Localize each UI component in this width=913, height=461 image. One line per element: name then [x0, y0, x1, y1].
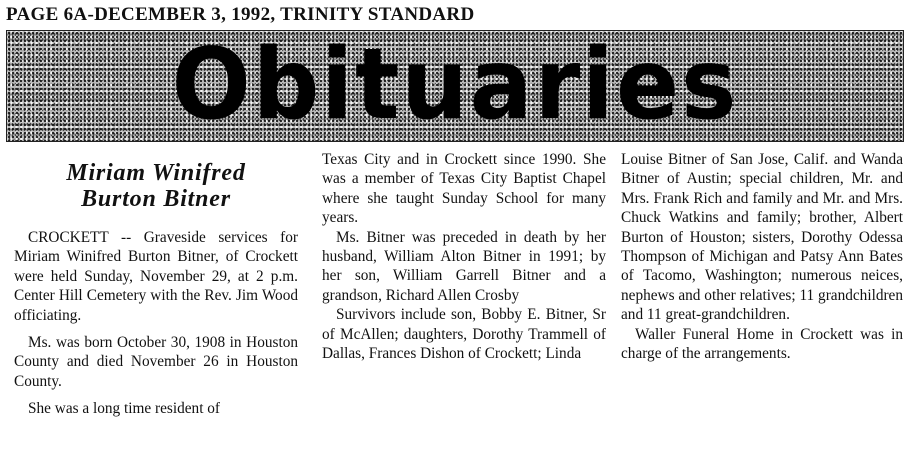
paragraph-preceded: Ms. Bitner was preceded in death by her husband, William Alton Bitner in 1991; by her son, William Garrell Bitner and a grandson, Richard Allen Crosby	[322, 228, 606, 304]
paragraph-services: CROCKETT -- Graveside services for Miriam Winifred Burton Bitner, of Crockett were held Sunday, November 29, at 2 p.m. Center Hill Cemetery with the Rev. Jim Wood officiating.	[14, 229, 298, 324]
obituary-name-line-2: Burton Bitner	[81, 186, 231, 212]
banner-title: Obituaries	[171, 30, 739, 142]
page-header: PAGE 6A-DECEMBER 3, 1992, TRINITY STANDARD	[6, 4, 475, 25]
obituaries-banner	[6, 30, 904, 142]
obituary-name	[14, 160, 298, 212]
column-2	[322, 150, 606, 363]
paragraph-birth-death: Ms. was born October 30, 1908 in Houston County and died November 26 in Houston County.	[14, 334, 298, 390]
paragraph-residence-cont: Texas City and in Crockett since 1990. She was a member of Texas City Baptist Chapel where she taught Sunday School for many years.	[322, 151, 606, 227]
obituary-name-line-1: Miriam Winifred	[66, 160, 246, 186]
paragraph-residence-start: She was a long time resident of	[28, 400, 221, 418]
paragraph-survivors-cont: Louise Bitner of San Jose, Calif. and Wanda Bitner of Austin; special children, Mr. and Mrs. Frank Rich and family and Mr. and Mrs. Chuck Watkins and family; brother, Albert Burton of Houston; sisters, Dorothy Odessa Thompson of Michigan and Patsy Ann Bates of Tacomo, Washington; numerous neices, nephews and other relatives; 11 grandchildren and 11 great-grandchildren.	[621, 151, 903, 324]
column-1	[14, 150, 298, 419]
paragraph-funeral-home: Waller Funeral Home in Crockett was in charge of the arrangements.	[621, 325, 903, 363]
column-3	[621, 150, 903, 363]
paragraph-survivors-start: Survivors include son, Bobby E. Bitner, Sr of McAllen; daughters, Dorothy Trammell of Dallas, Frances Dishon of Crockett; Linda	[322, 306, 606, 363]
